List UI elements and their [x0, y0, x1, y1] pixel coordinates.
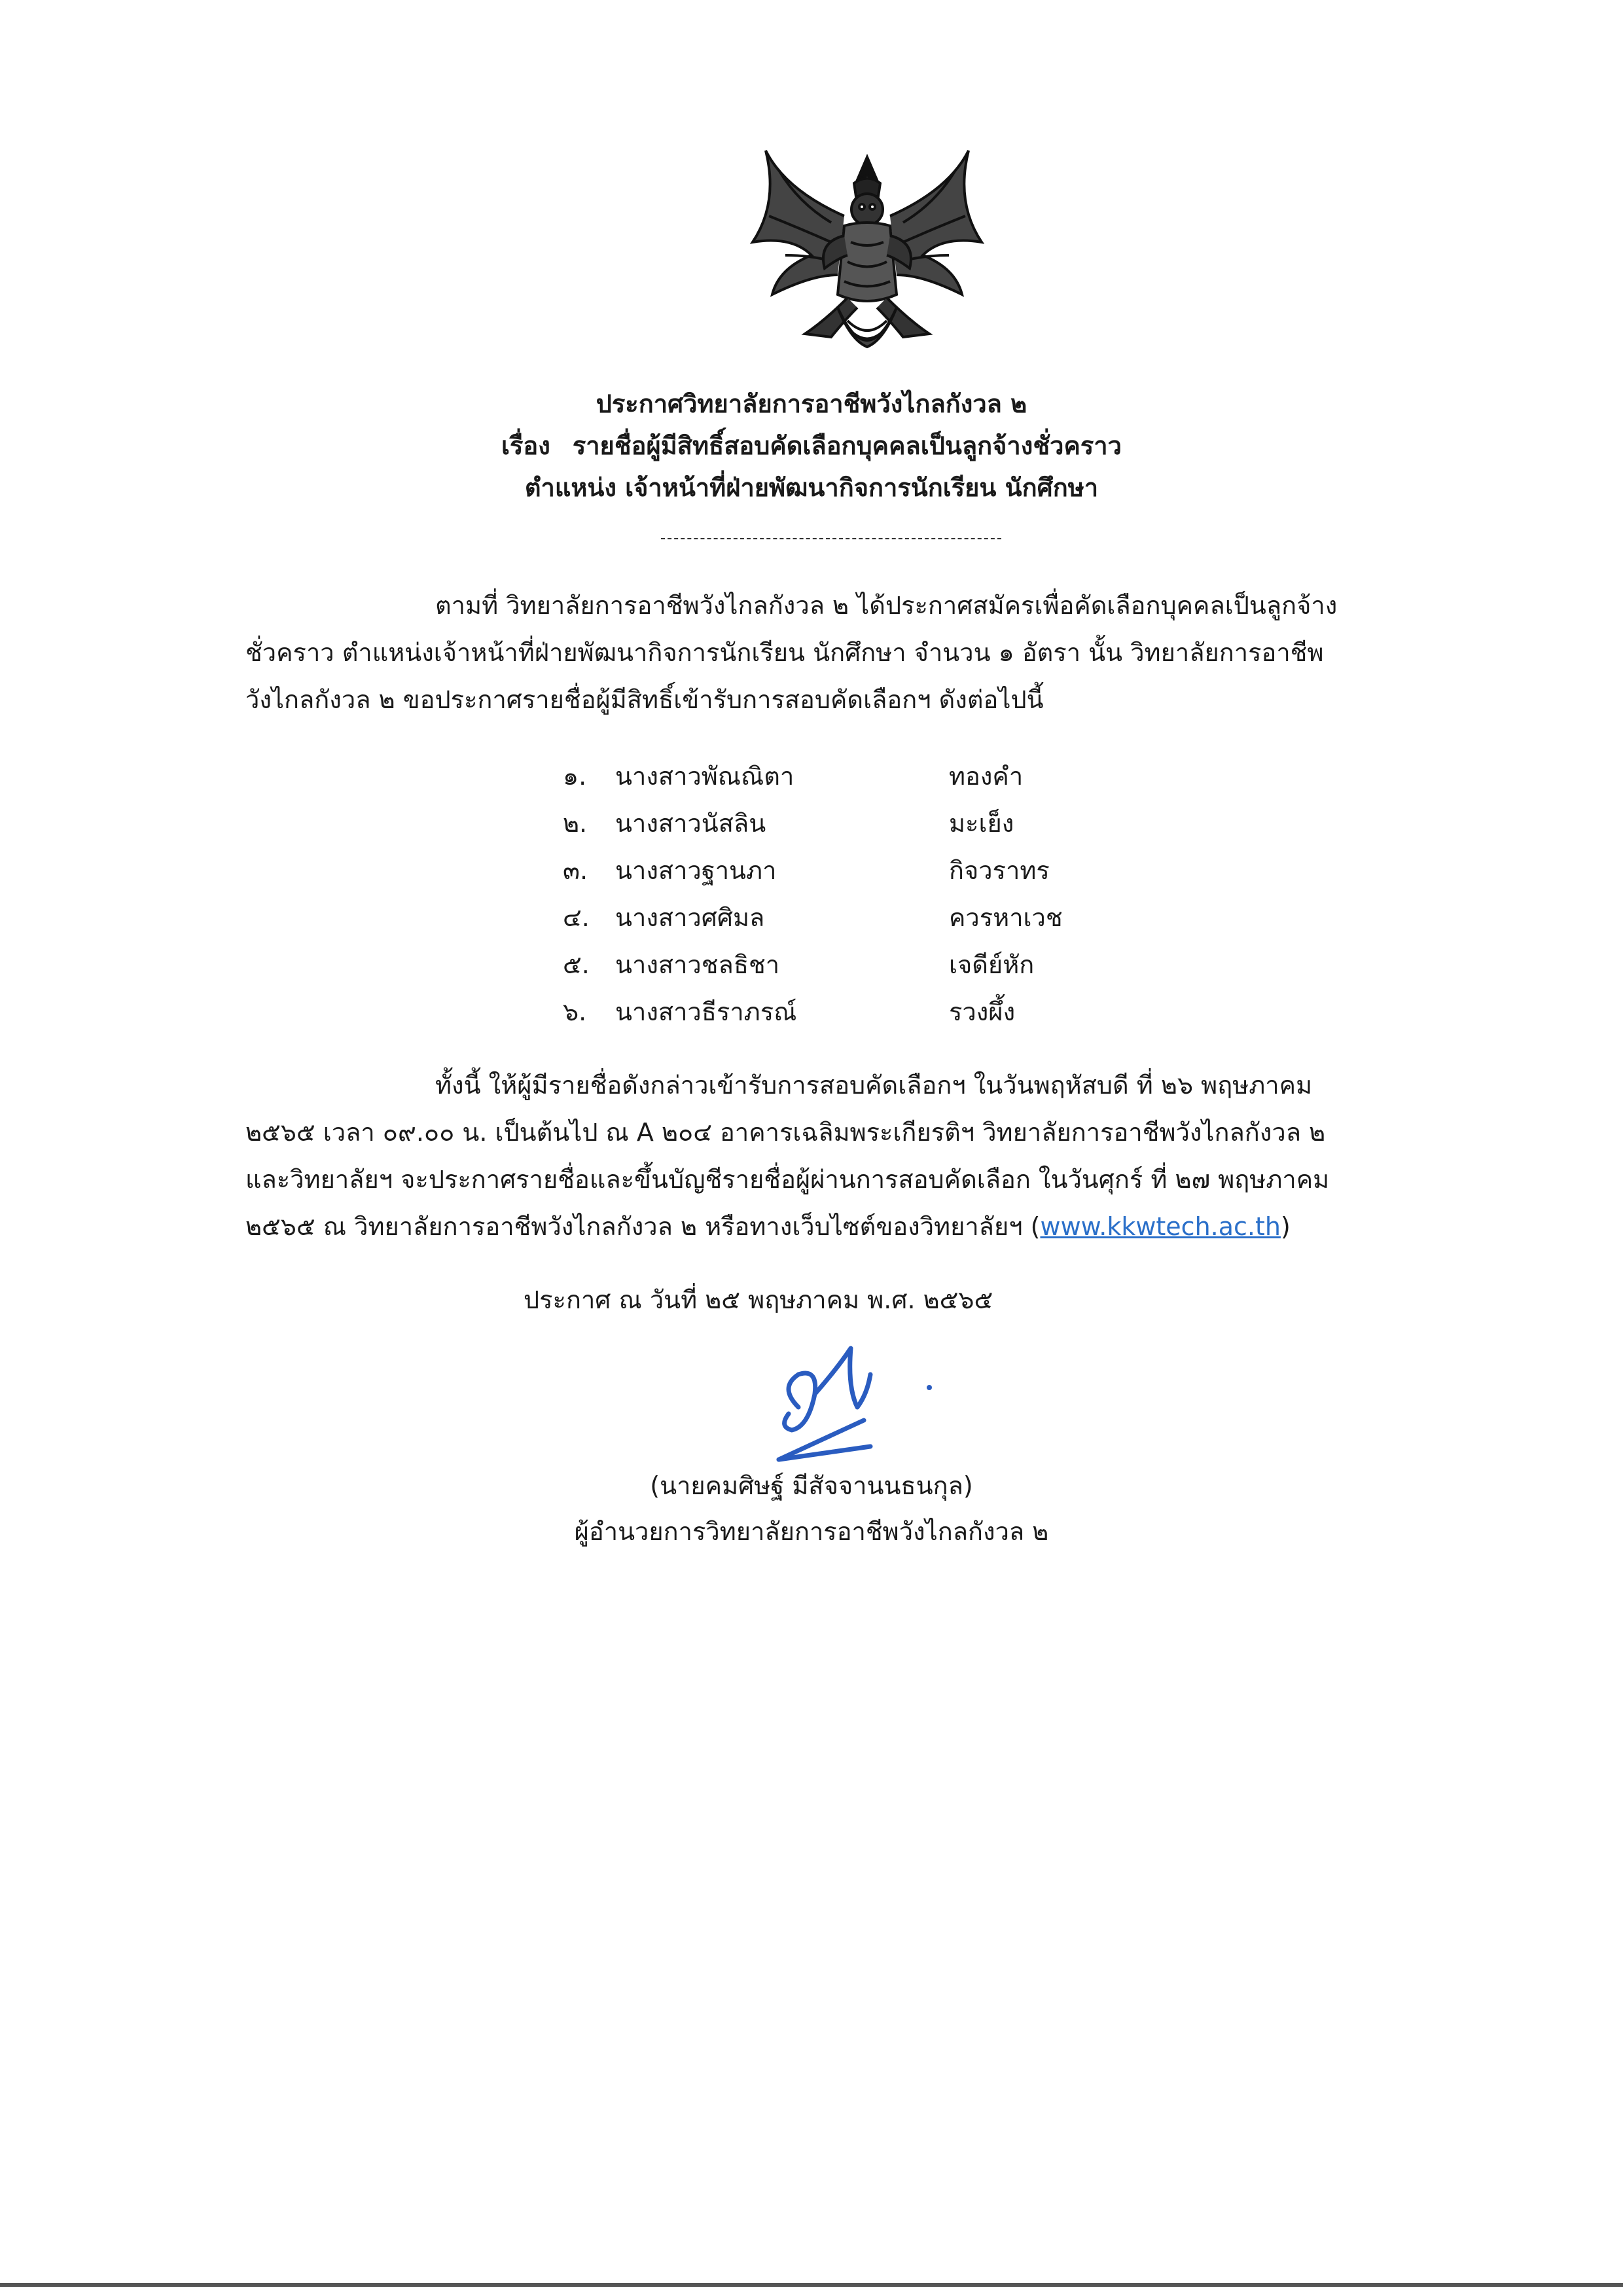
- candidate-first-name: นางสาวฐานภา: [615, 856, 777, 885]
- page-bottom-edge: [0, 2283, 1623, 2287]
- signer-block: [0, 1463, 1623, 1554]
- candidate-number: ๑.: [563, 762, 587, 791]
- list-item: [563, 941, 1063, 988]
- details-paragraph: [245, 1062, 1414, 1250]
- candidate-first-name: นางสาวนัสลิน: [615, 809, 766, 838]
- candidate-last-name: ทองคำ: [949, 762, 1024, 791]
- garuda-emblem-icon: [740, 144, 995, 373]
- candidate-last-name: ควรหาเวช: [949, 903, 1063, 932]
- intro-line-1: ตามที่ วิทยาลัยการอาชีพวังไกลกังวล ๒ ได้ประกาศสมัครเพื่อคัดเลือกบุคคลเป็นลูกจ้าง: [435, 591, 1338, 620]
- signature-icon: [753, 1316, 949, 1473]
- candidate-last-name: มะเย็ง: [949, 809, 1014, 838]
- details-line-4-suffix: ): [1280, 1212, 1291, 1241]
- list-item: [563, 753, 1063, 800]
- website-link[interactable]: www.kkwtech.ac.th: [1040, 1212, 1281, 1241]
- signer-name: (นายคมศิษฐ์ มีสัจจานนธนกุล): [650, 1471, 973, 1500]
- document-subject: [0, 425, 1623, 467]
- intro-paragraph: [245, 582, 1414, 723]
- intro-line-3: วังไกลกังวล ๒ ขอประกาศรายชื่อผู้มีสิทธิ์เข้ารับการสอบคัดเลือกฯ ดังต่อไปนี้: [245, 685, 1044, 714]
- list-item: [563, 800, 1063, 847]
- candidate-first-name: นางสาวศศิมล: [615, 903, 765, 932]
- list-item: [563, 894, 1063, 941]
- document-position: ตำแหน่ง เจ้าหน้าที่ฝ่ายพัฒนากิจการนักเรียน นักศึกษา: [524, 473, 1099, 502]
- candidate-number: ๒.: [563, 809, 588, 838]
- candidate-first-name: นางสาวชลธิชา: [615, 950, 780, 979]
- candidate-number: ๔.: [563, 903, 590, 932]
- list-item: [563, 988, 1063, 1035]
- subject-text: รายชื่อผู้มีสิทธิ์สอบคัดเลือกบุคคลเป็นลูกจ้างชั่วคราว: [572, 431, 1122, 460]
- document-header: [0, 383, 1623, 509]
- candidate-last-name: กิจวราทร: [949, 856, 1050, 885]
- details-line-4: [245, 1203, 1414, 1250]
- header-divider: [661, 538, 1001, 539]
- subject-label: เรื่อง: [501, 431, 550, 460]
- candidate-first-name: นางสาวพัณณิตา: [615, 762, 794, 791]
- candidate-number: ๓.: [563, 856, 588, 885]
- candidate-number: ๖.: [563, 997, 587, 1026]
- signer-title: ผู้อำนวยการวิทยาลัยการอาชีพวังไกลกังวล ๒: [574, 1517, 1049, 1546]
- details-line-4-prefix: ๒๕๖๕ ณ วิทยาลัยการอาชีพวังไกลกังวล ๒ หรือทางเว็บไซต์ของวิทยาลัยฯ (: [245, 1212, 1041, 1241]
- details-line-1: ทั้งนี้ ให้ผู้มีรายชื่อดังกล่าวเข้ารับการสอบคัดเลือกฯ ในวันพฤหัสบดี ที่ ๒๖ พฤษภาคม: [435, 1071, 1313, 1100]
- candidate-last-name: เจดีย์หัก: [949, 950, 1035, 979]
- intro-line-2: ชั่วคราว ตำแหน่งเจ้าหน้าที่ฝ่ายพัฒนากิจการนักเรียน นักศึกษา จำนวน ๑ อัตรา นั้น วิทยาลัยการอาชีพ: [245, 638, 1324, 667]
- details-line-3: และวิทยาลัยฯ จะประกาศรายชื่อและขึ้นบัญชีรายชื่อผู้ผ่านการสอบคัดเลือก ในวันศุกร์ ที่ ๒๗ พฤษภาคม: [245, 1165, 1330, 1194]
- announce-date: ประกาศ ณ วันที่ ๒๕ พฤษภาคม พ.ศ. ๒๕๖๕: [524, 1285, 993, 1314]
- candidate-last-name: รวงผึ้ง: [949, 997, 1016, 1026]
- document-title: ประกาศวิทยาลัยการอาชีพวังไกลกังวล ๒: [596, 389, 1027, 418]
- list-item: [563, 847, 1063, 894]
- details-line-2: ๒๕๖๕ เวลา ๐๙.๐๐ น. เป็นต้นไป ณ A ๒๐๔ อาคารเฉลิมพระเกียรติฯ วิทยาลัยการอาชีพวังไกลกังวล ๒: [245, 1118, 1326, 1147]
- candidate-first-name: นางสาวธีราภรณ์: [615, 997, 797, 1026]
- candidate-number: ๕.: [563, 950, 590, 979]
- candidate-list: [563, 753, 1063, 1035]
